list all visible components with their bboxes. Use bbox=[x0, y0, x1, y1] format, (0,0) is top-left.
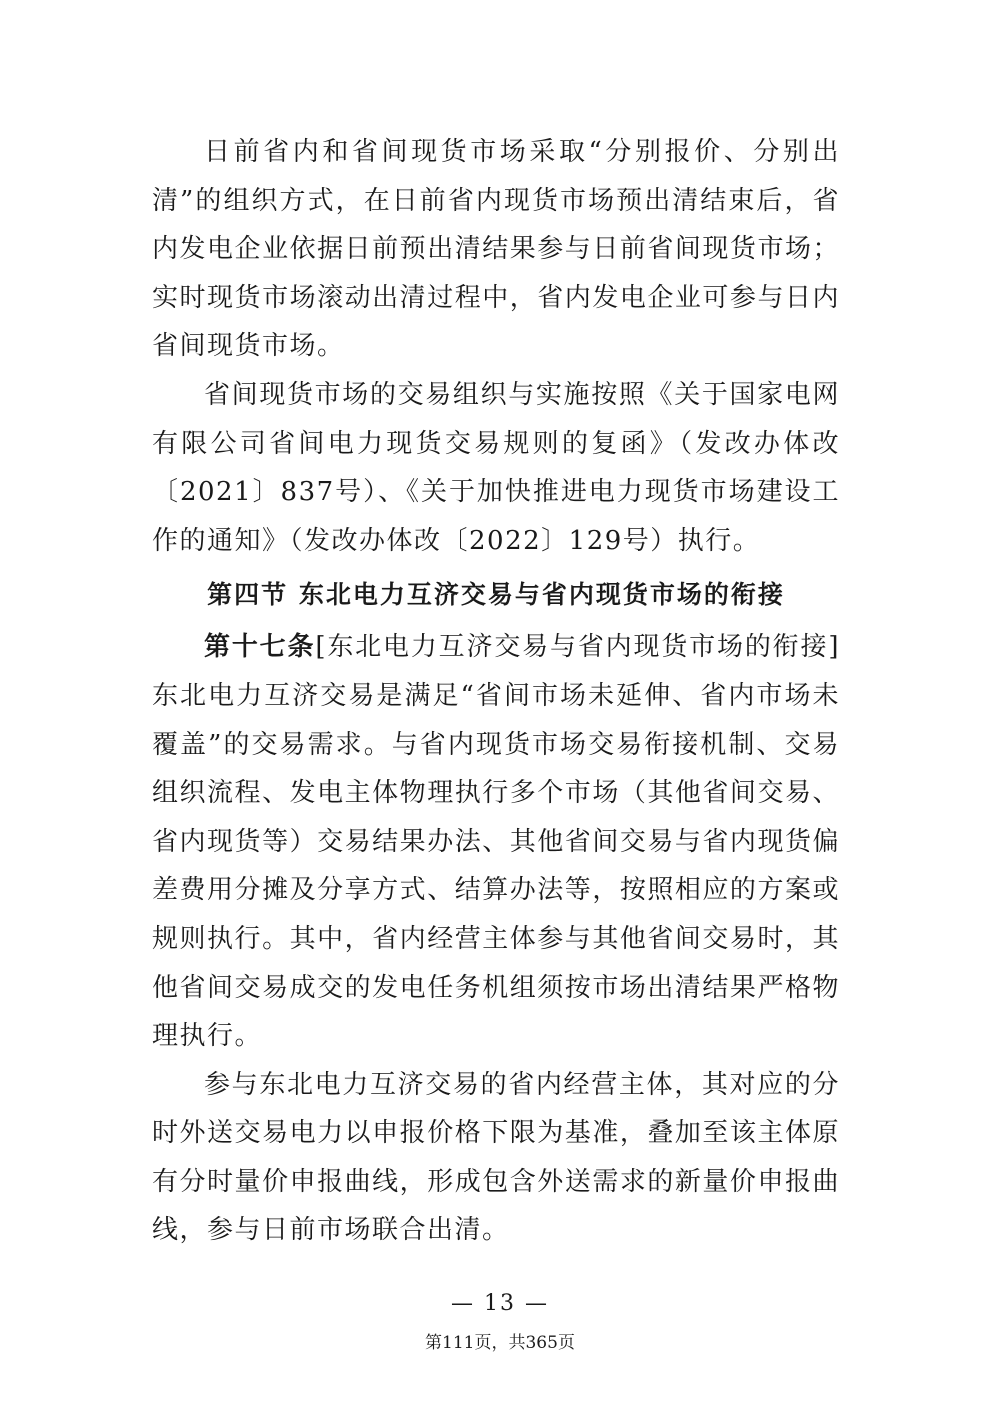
document-body bbox=[152, 128, 840, 1255]
section-heading: 第四节 东北电力互济交易与省内现货市场的衔接 bbox=[207, 580, 785, 610]
paragraph-bidding-curve: 参与东北电力互济交易的省内经营主体，其对应的分时外送交易电力以申报价格下限为基准，叠加至该主体原有分时量价申报曲线，形成包含外送需求的新量价申报曲线，参与日前市场联合出清。 bbox=[152, 1069, 840, 1246]
page-number: — 13 — bbox=[451, 1291, 549, 1316]
article-body: [东北电力互济交易与省内现货市场的衔接]东北电力互济交易是满足“省间市场未延伸、省内市场未覆盖”的交易需求。与省内现货市场交易衔接机制、交易组织流程、发电主体物理执行多个市场（其他省间交易、省内现货等）交易结果办法、其他省间交易与省内现货偏差费用分摊及分享方式、结算办法等，按照相应的方案或规则执行。其中，省内经营主体参与其他省间交易时，其他省间交易成交的发电任务机组须按市场出清结果严格物理执行。 bbox=[152, 632, 840, 1052]
article-number: 第十七条 bbox=[204, 632, 316, 663]
page-count: 第111页，共365页 bbox=[425, 1333, 575, 1353]
article-seventeen bbox=[152, 623, 840, 1060]
paragraph-spot-market-organization: 日前省内和省间现货市场采取“分别报价、分别出清”的组织方式，在日前省内现货市场预出清结束后，省内发电企业依据日前预出清结果参与日前省间现货市场；实时现货市场滚动出清过程中，省内发电企业可参与日内省间现货市场。 bbox=[152, 137, 840, 362]
paragraph-inter-provincial-rules: 省间现货市场的交易组织与实施按照《关于国家电网有限公司省间电力现货交易规则的复函》（发改办体改〔2021〕837号）、《关于加快推进电力现货市场建设工作的通知》（发改办体改〔2022〕129号）执行。 bbox=[152, 379, 840, 556]
